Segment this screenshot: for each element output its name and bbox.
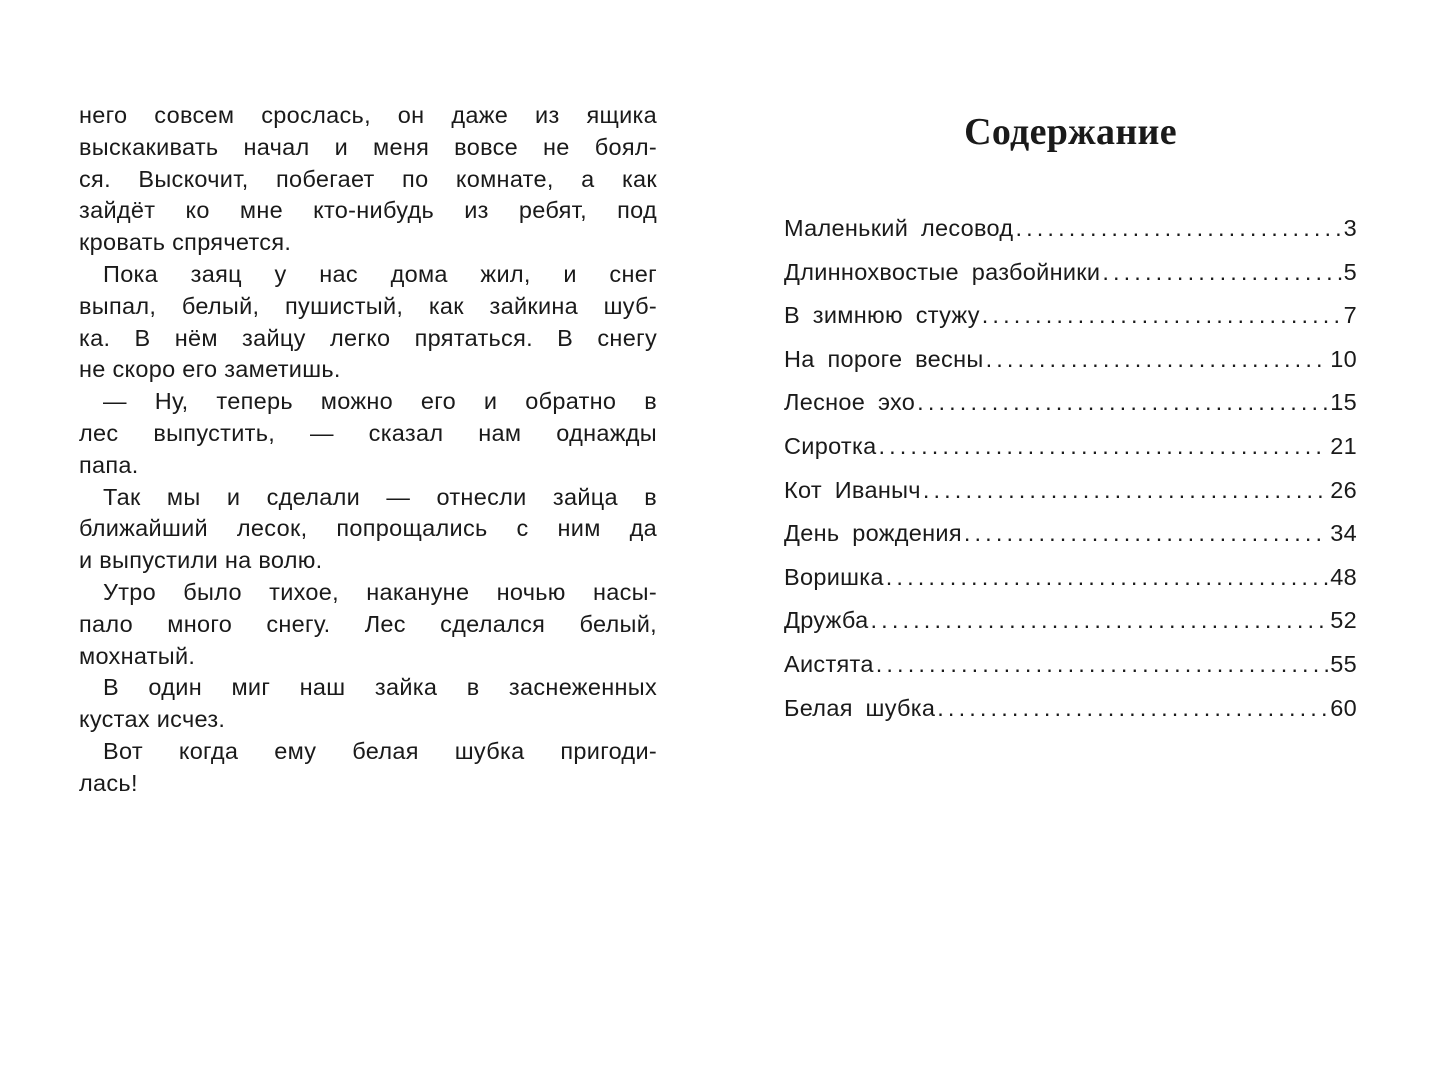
- entry-title: Длиннохвостые разбойники: [784, 258, 1101, 285]
- entry-page-number: 3: [1343, 215, 1357, 241]
- entry-page-number: 21: [1330, 432, 1357, 459]
- entry-page-number: 48: [1330, 563, 1357, 590]
- story-line: — Ну, теперь можно его и обратно в: [103, 388, 657, 415]
- contents-entry[interactable]: [784, 512, 1357, 556]
- contents-title: Содержание: [964, 111, 1177, 153]
- story-line: папа.: [79, 451, 139, 478]
- dot-leader: [937, 687, 1328, 731]
- entry-page-number: 15: [1330, 389, 1357, 416]
- story-line: не скоро его заметишь.: [79, 356, 341, 383]
- dot-leader: [917, 381, 1328, 425]
- story-line: зайдёт ко мне кто-нибудь из ребят, под: [79, 197, 657, 224]
- dot-leader: [986, 338, 1329, 382]
- story-line: лась!: [79, 769, 138, 796]
- entry-page-number: 5: [1343, 258, 1357, 285]
- story-line: Так мы и сделали — отнесли зайца в: [103, 483, 657, 510]
- entry-title: Дружба: [784, 607, 869, 634]
- entry-title: Сиротка: [784, 432, 877, 459]
- story-line: него совсем срослась, он даже из ящика: [79, 102, 657, 128]
- contents-list: [784, 207, 1357, 730]
- story-line: выпал, белый, пушистый, как зайкина шуб-: [79, 292, 657, 319]
- contents-entry[interactable]: [784, 251, 1357, 295]
- story-line: и выпустили на волю.: [79, 547, 323, 574]
- contents-entry[interactable]: [784, 643, 1357, 687]
- entry-page-number: 10: [1330, 345, 1357, 372]
- contents-entry[interactable]: [784, 381, 1357, 425]
- entry-title: В зимнюю стужу: [784, 302, 980, 329]
- contents-entry[interactable]: [784, 338, 1357, 382]
- story-page: [79, 100, 657, 800]
- story-line: ближайший лесок, попрощались с ним да: [79, 515, 657, 542]
- dot-leader: [876, 643, 1329, 687]
- story-line: пало много снегу. Лес сделался белый,: [79, 610, 657, 637]
- entry-page-number: 26: [1330, 476, 1357, 503]
- story-line: ка. В нём зайцу легко прятаться. В снегу: [79, 324, 657, 351]
- contents-entry[interactable]: [784, 425, 1357, 469]
- entry-page-number: 55: [1330, 650, 1357, 677]
- entry-title: Белая шубка: [784, 694, 936, 721]
- dot-leader: [871, 599, 1329, 643]
- story-line: ся. Выскочит, побегает по комнате, а как: [79, 165, 657, 192]
- dot-leader: [1102, 251, 1341, 295]
- entry-title: Маленький лесовод: [784, 215, 1014, 241]
- contents-entry[interactable]: [784, 687, 1357, 731]
- entry-page-number: 52: [1330, 607, 1357, 634]
- contents-entry[interactable]: [784, 294, 1357, 338]
- entry-title: Воришка: [784, 563, 884, 590]
- dot-leader: [886, 556, 1328, 600]
- story-line: Утро было тихое, накануне ночью насы-: [103, 578, 657, 605]
- story-line: Вот когда ему белая шубка пригоди-: [103, 737, 657, 764]
- entry-page-number: 34: [1330, 520, 1357, 547]
- dot-leader: [878, 425, 1328, 469]
- contents-entry[interactable]: [784, 207, 1357, 251]
- contents-entry[interactable]: [784, 599, 1357, 643]
- entry-title: Кот Иваныч: [784, 476, 921, 503]
- entry-title: На пороге весны: [784, 345, 984, 372]
- contents-entry[interactable]: [784, 556, 1357, 600]
- entry-title: Аистята: [784, 650, 874, 677]
- contents-page: [784, 100, 1357, 730]
- dot-leader: [923, 469, 1328, 513]
- entry-page-number: 60: [1330, 694, 1357, 721]
- dot-leader: [964, 512, 1328, 556]
- dot-leader: [1015, 207, 1341, 251]
- entry-title: День рождения: [784, 520, 962, 547]
- story-line: выскакивать начал и меня вовсе не боял-: [79, 133, 657, 160]
- dot-leader: [982, 294, 1342, 338]
- entry-title: Лесное эхо: [784, 389, 916, 416]
- contents-entry[interactable]: [784, 469, 1357, 513]
- story-line: кровать спрячется.: [79, 229, 292, 256]
- story-line: В один миг наш зайка в заснеженных: [103, 674, 657, 701]
- story-line: Пока заяц у нас дома жил, и снег: [103, 260, 657, 287]
- story-line: мохнатый.: [79, 642, 196, 669]
- story-line: кустах исчез.: [79, 706, 226, 733]
- story-line: лес выпустить, — сказал нам однажды: [79, 419, 657, 446]
- entry-page-number: 7: [1343, 302, 1357, 329]
